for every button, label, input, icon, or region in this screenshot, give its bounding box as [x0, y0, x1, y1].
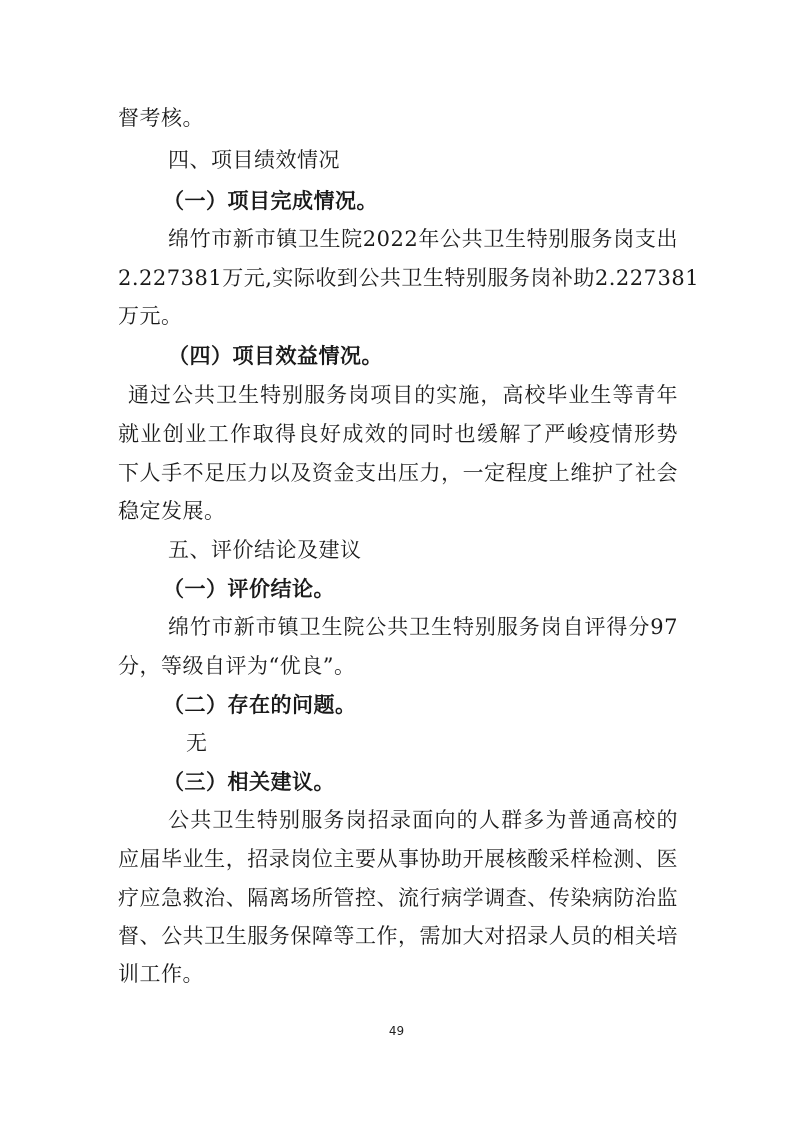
- paragraph-line: 训工作。: [118, 962, 204, 986]
- paragraph-line: 疗应急救治、隔离场所管控、流行病学调查、传染病防治监: [118, 886, 678, 910]
- paragraph-line: 通过公共卫生特别服务岗项目的实施，高校毕业生等青年: [128, 383, 678, 407]
- paragraph-line: 绵竹市新市镇卫生院公共卫生特别服务岗自评得分97: [168, 615, 678, 639]
- subsection-heading-completion: （一）项目完成情况。: [163, 189, 378, 213]
- paragraph-line: 无: [186, 731, 208, 755]
- paragraph-line: 万元。: [118, 304, 183, 328]
- paragraph-line: 下人手不足压力以及资金支出压力，一定程度上维护了社会: [118, 461, 678, 485]
- subsection-heading-benefit: （四）项目效益情况。: [168, 344, 383, 368]
- page-number: 49: [388, 1024, 405, 1038]
- subsection-heading-suggestions: （三）相关建议。: [163, 770, 335, 794]
- subsection-heading-conclusion: （一）评价结论。: [163, 577, 335, 601]
- paragraph-line: 督、公共卫生服务保障等工作，需加大对招录人员的相关培: [118, 924, 678, 948]
- paragraph-line: 公共卫生特别服务岗招录面向的人群多为普通高校的: [168, 808, 678, 832]
- section-heading-4: 四、项目绩效情况: [168, 148, 340, 172]
- subsection-heading-problems: （二）存在的问题。: [163, 693, 357, 717]
- section-heading-5: 五、评价结论及建议: [168, 538, 362, 562]
- paragraph-line: 就业创业工作取得良好成效的同时也缓解了严峻疫情形势: [118, 422, 678, 446]
- paragraph-line: 应届毕业生，招录岗位主要从事协助开展核酸采样检测、医: [118, 847, 678, 871]
- paragraph-line: 绵竹市新市镇卫生院2022年公共卫生特别服务岗支出: [168, 227, 678, 251]
- paragraph-continuation-line: 督考核。: [118, 106, 204, 130]
- paragraph-line: 2.227381万元,实际收到公共卫生特别服务岗补助2.227381: [118, 266, 700, 290]
- paragraph-line: 分，等级自评为“优良”。: [118, 654, 356, 678]
- paragraph-line: 稳定发展。: [118, 499, 226, 523]
